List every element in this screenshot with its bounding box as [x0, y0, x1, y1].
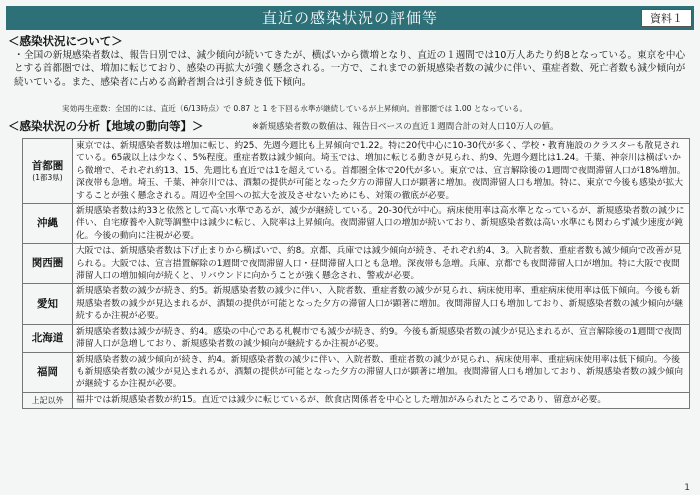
table-row	[23, 324, 690, 352]
region-text: 東京では、新規感染者数は増加に転じ、約25、先週今週比も上昇傾向で1.22。特に20代中心に10-30代が多く、学校・教育施設のクラスターも散見されている。65歳以上は少なく、5%程度。重症者数は減少傾向。埼玉では、増加に転じる動きが見られ、約9、先週今週比は1.24。千葉、神奈川は横ばいから微増で、それぞれ約13、15、先週比も直近では1を超えている。首都圏全体で20代が多い。東京では、宣言解除後の1週間で夜間滞留人口が18%増加。深夜帯も急増。埼玉、千葉、神奈川では、酒類の提供が可能となった夕方の滞留人口が顕著に増加。夜間滞留人口も増加。特に、東京で今後も感染が拡大することが強く懸念される。周辺や全国への拡大を波及させないためにも、対策の徹底が必要。	[73, 139, 690, 204]
region-text: 新規感染者数の減少が続き、約5。新規感染者数の減少に伴い、入院者数、重症者数の減少が見られ、病床使用率、重症病床使用率は低下傾向。今後も新規感染者数の減少が見込まれるが、酒類の提供が可能となった夕方の滞留人口が顕著に増加。夜間滞留人口も増加しており、新規感染者数の減少傾向が継続するか注視が必要。	[73, 284, 690, 324]
situation-text: 全国の新規感染者数は、報告日別では、減少傾向が続いてきたが、横ばいから微増となり、直近の１週間では10万人あたり約8となっている。東京を中心とする首都圏では、増加に転じており、感染の再拡大が強く懸念される。一方で、これまでの新規感染者数の減少に伴い、重症者数、死亡者数も減少傾向が続いている。また、感染者に占める高齢者割合は引き続き低下傾向。	[14, 50, 686, 88]
region-name: 関西圏	[23, 244, 73, 284]
region-text: 新規感染者数の減少傾向が続き、約4。新規感染者数の減少に伴い、入院者数、重症者数の減少が見られ、病床使用率、重症病床使用率は低下傾向。今後も新規感染者数の減少が見込まれるが、酒類の提供が可能となった夕方の滞留人口が顕著に増加。夜間滞留人口も増加しており、新規感染者数の減少傾向が継続するか注視が必要。	[73, 352, 690, 392]
region-text: 新規感染者数は減少が続き、約4。感染の中心である札幌市でも減少が続き、約9。今後も新規感染者数の減少が見込まれるが、宣言解除後の1週間で夜間滞留人口が急増しており、新規感染者数の減少傾向が継続するか注視が必要。	[73, 324, 690, 352]
region-name: 上記以外	[23, 392, 73, 408]
situation-heading: ＜感染状況について＞	[8, 34, 123, 48]
table-row	[23, 244, 690, 284]
region-name: 福岡	[23, 352, 73, 392]
region-name: 沖縄	[23, 204, 73, 244]
table-row	[23, 284, 690, 324]
situation-summary	[14, 49, 690, 89]
region-name-cell	[23, 139, 73, 204]
table-row	[23, 204, 690, 244]
region-name: 首都圏	[31, 159, 64, 172]
page-title: 直近の感染状況の評価等	[6, 6, 694, 30]
region-text: 福井では新規感染者数が約15。直近では減少に転じているが、飲食店関係者を中心とした増加がみられたところであり、留意が必要。	[73, 392, 690, 408]
analysis-heading: ＜感染状況の分析【地域の動向等】＞	[8, 119, 204, 133]
page-number: 1	[684, 483, 690, 493]
bullet-mark: ・	[14, 50, 24, 61]
region-name: 北海道	[23, 324, 73, 352]
region-text: 大阪では、新規感染者数は下げ止まりから横ばいで、約8。京都、兵庫では減少傾向が続き、それぞれ約4、3。入院者数、重症者数も減少傾向で改善が見られる。大阪では、宣言措置解除の1週間で夜間滞留人口・昼間滞留人口とも急増。深夜帯も急増。兵庫、京都でも夜間滞留人口が増加。特に大阪で夜間滞留人口の増加傾向が続くと、リバウンドに向かうことが強く懸念され、警戒が必要。	[73, 244, 690, 284]
table-row	[23, 352, 690, 392]
reproduction-number-note: 実効再生産数：全国的には、直近（6/13時点）で 0.87 と 1 を下回る水準が継続しているが上昇傾向。首都圏では 1.00 となっている。	[62, 104, 528, 113]
analysis-note: ※新規感染者数の数値は、報告日ベースの直近１週間合計の対人口10万人の値。	[252, 122, 559, 132]
table-row	[23, 392, 690, 408]
table-row	[23, 139, 690, 204]
region-table	[22, 138, 690, 409]
region-subname: (1都3県)	[32, 172, 63, 182]
region-text: 新規感染者数は約33と依然として高い水準であるが、減少が継続している。20-30代が中心。病床使用率は高水準となっているが、新規感染者数の減少に伴い、自宅療養や入院等調整中は減少に転じ、入院率は上昇傾向。夜間滞留人口の増加が続いており、新規感染者数は高い水準にも関わらず減少速度が鈍化。今後の動向に注視が必要。	[73, 204, 690, 244]
document-badge: 資料１	[641, 9, 692, 27]
region-name: 愛知	[23, 284, 73, 324]
